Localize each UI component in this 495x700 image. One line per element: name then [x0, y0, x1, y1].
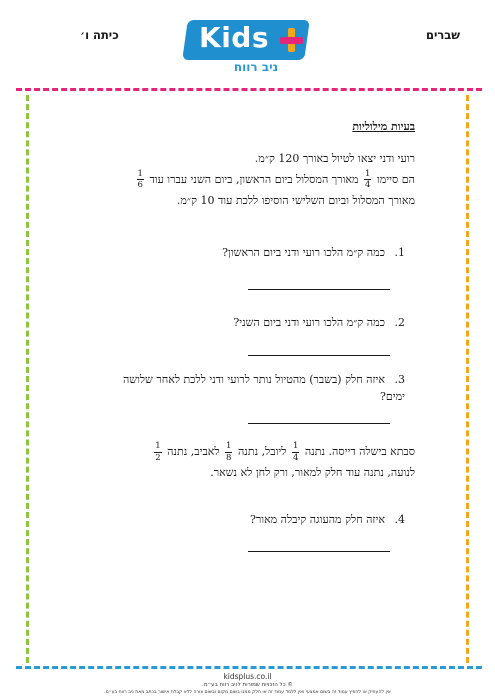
fraction-denominator: 8 — [226, 452, 232, 463]
logo-plus-icon-bar — [280, 37, 303, 44]
problem-2-text — [100, 442, 415, 484]
answer-line-2[interactable] — [248, 355, 390, 356]
fraction-numerator: 1 — [155, 441, 161, 451]
problem-1-line-1: רועי ודני יצאו לטיול באורך 120 ק״מ. — [254, 152, 415, 166]
fraction-one-sixth — [137, 170, 144, 190]
fraction-denominator: 4 — [292, 452, 299, 463]
question-text: איזה חלק מהעוגה קיבלה מאור? — [249, 513, 385, 526]
question-text: איזה חלק (בשבר) מהטיול נותר לרועי ודני ללכת לאחר שלושה ימים? — [122, 373, 405, 403]
fraction-denominator: 2 — [155, 452, 161, 463]
frame-right-border — [466, 95, 469, 663]
frame-left-border — [26, 95, 29, 663]
problem-1-line-3: מאורך המסלול וביום השלישי הוסיפו ללכת עוד 10 ק״מ. — [176, 193, 415, 207]
problem-2-seg-1: סבתא בישלה דייסה. נתנה — [304, 445, 415, 458]
logo-text: Kids — [199, 21, 270, 54]
frame-top-border — [16, 88, 482, 91]
fraction-numerator: 1 — [137, 168, 143, 179]
problem-1-text — [100, 149, 415, 212]
problem-2-seg-3: לאביב, נתנה — [167, 445, 220, 458]
question-number: 2. — [394, 316, 405, 329]
question-text: כמה ק״מ הלכו רועי ודני ביום הראשון? — [222, 246, 385, 259]
footer-legal-notice: אין להעתיק או להפיץ עמוד זה בשום אמצעי ואין ללמד עמוד זה או חלק ממנו בשום מקום ובשום צורה ללא קבלת אישור בכתב מאת ניב רווח בע״מ. — [104, 690, 391, 695]
fraction-denominator: 4 — [365, 180, 371, 191]
problem-2-line-1 — [100, 442, 415, 463]
footer-site-link[interactable]: kidsplus.co.il — [223, 672, 272, 681]
problem-1-line-2-middle: מאורך המסלול ביום הראשון, ביום השני עברו עוד — [149, 172, 359, 186]
answer-line-3[interactable] — [248, 423, 390, 424]
section-title: בעיות מילוליות — [352, 120, 415, 133]
question-3 — [100, 372, 405, 405]
question-number: 4. — [394, 513, 405, 526]
problem-2-line-2: לנועה, נתנה עוד חלק למאור, ורק לחן לא נשאר. — [210, 465, 415, 479]
problem-2-seg-2: ליובל, נתנה — [237, 445, 287, 458]
frame-bottom-border — [16, 666, 482, 669]
fraction-one-half — [154, 442, 161, 462]
logo-subtitle: ניב רווח — [233, 60, 279, 74]
fraction-numerator: 1 — [292, 441, 299, 451]
question-text: כמה ק״מ הלכו רועי ודני ביום השני? — [233, 316, 385, 329]
question-number: 1. — [394, 246, 405, 259]
grade-label: כיתה ו׳ — [80, 28, 119, 42]
fraction-one-quarter — [292, 442, 299, 462]
worksheet-content — [100, 118, 415, 212]
question-4 — [100, 512, 405, 529]
question-number: 3. — [394, 373, 405, 386]
fraction-numerator: 1 — [365, 168, 371, 179]
problem-1-line-2 — [100, 170, 415, 191]
fraction-one-quarter — [364, 170, 371, 190]
problem-1-line-2-start: הם סיימו — [376, 172, 415, 186]
fraction-numerator: 1 — [226, 441, 232, 451]
kids-logo — [185, 20, 315, 76]
answer-line-4[interactable] — [248, 551, 390, 552]
answer-line-1[interactable] — [248, 289, 390, 290]
fraction-denominator: 6 — [137, 180, 143, 191]
question-2 — [100, 315, 405, 332]
fraction-one-eighth — [225, 442, 232, 462]
footer-copyright: © כל הזכויות שמורות לניב רווח בע״מ. — [202, 682, 293, 688]
subject-label: שברים — [425, 28, 460, 42]
question-1 — [100, 245, 405, 262]
